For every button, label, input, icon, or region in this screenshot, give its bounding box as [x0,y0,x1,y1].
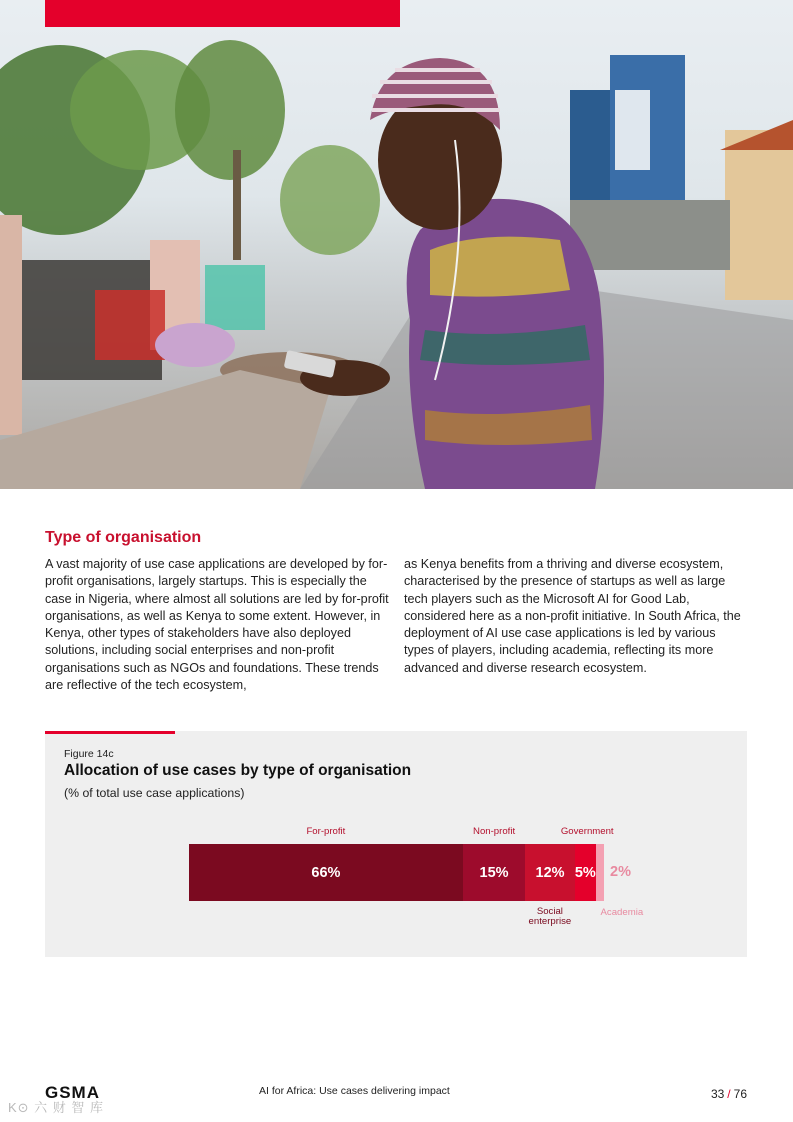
body-text-right-column: as Kenya benefits from a thriving and diverse ecosystem, characterised by the presence of startups as well as large tech players such as the Microsoft AI for Good Lab, considered here as a non-profit initiative. In South Africa, the deployment of AI use case applications is led by various types of players, including academia, reflecting its more advanced and diverse research ecosystem. [404,557,741,675]
watermark: K⊙ 六 财 智 库 [8,1100,105,1115]
figure-accent-line [45,731,175,734]
current-page: 33 [710,1087,725,1101]
figure-panel [45,731,747,957]
bar-segment-government [575,844,596,901]
gsma-logo: GSMA [45,1083,100,1102]
category-label: Social enterprise [528,906,572,927]
street-scene-illustration [0,0,793,489]
total-pages: 76 [733,1087,747,1101]
value-label: 66% [311,864,341,881]
bar-segment-non-profit [463,844,525,901]
section-heading: Type of organisation [45,529,202,546]
value-label: 5% [574,864,596,881]
category-label: For-profit [306,826,346,837]
bar-segment-social-enterprise [525,844,575,901]
hero-photo [0,0,793,489]
figure-number: Figure 14c [64,748,114,760]
category-label: Academia [600,907,644,918]
figure-title: Allocation of use cases by type of organisation [64,762,412,779]
header-accent-bar [45,0,400,27]
bar-segment-for-profit [189,844,463,901]
category-label: Non-profit [473,826,516,837]
footer-report-title: AI for Africa: Use cases delivering impact [259,1085,450,1097]
bar-segment-academia [596,844,604,901]
page-separator: / [727,1087,731,1101]
category-label: Government [560,826,614,837]
page-number [711,1087,747,1101]
figure-subtitle: (% of total use case applications) [64,786,245,800]
value-label: 15% [479,864,509,881]
value-label: 2% [610,864,631,880]
body-text-left-column: A vast majority of use case applications are developed by for-profit organisations, largely startups. This is especially the case in Nigeria, where almost all solutions are led by for-profit organisations, as well as Kenya to some extent. However, in Kenya, other types of stakeholders have also deployed solutions, including social enterprises and non-profit organisations such as NGOs and foundations. These trends are reflective of the tech ecosystem, [45,557,389,693]
value-label: 12% [535,864,565,881]
